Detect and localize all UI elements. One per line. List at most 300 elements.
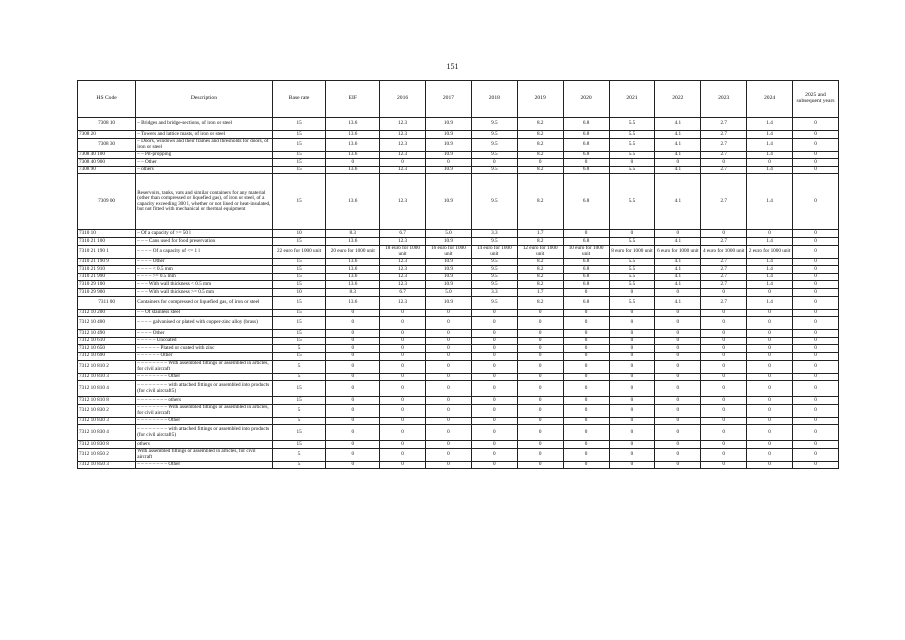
rate-cell: 0 (701, 337, 747, 345)
rate-cell: 0 (701, 330, 747, 338)
column-header: 2022 (655, 81, 701, 118)
table-row (78, 296, 839, 309)
table-row (78, 131, 839, 139)
rate-cell: 0 (426, 441, 472, 449)
description-cell: – Towers and lattice masts, of iron or steel (136, 131, 273, 139)
rate-cell: 0 (793, 230, 839, 238)
rate-cell: 15 (272, 425, 326, 441)
rate-cell: 5.5 (609, 296, 655, 309)
rate-cell: 0 (517, 360, 563, 373)
rate-cell: 0 (471, 337, 517, 345)
hs-code-cell: 7312 10 200 (78, 309, 136, 317)
hs-code-cell: 7312 10 610 (78, 337, 136, 345)
table-row (78, 448, 839, 461)
rate-cell: 0 (655, 330, 701, 338)
column-header: Description (136, 81, 273, 118)
table-row (78, 360, 839, 373)
description-cell: – – – With wall thickness >= 0.5 mm (136, 288, 273, 296)
rate-cell: 9.5 (471, 118, 517, 131)
rate-cell: 0 (563, 417, 609, 425)
rate-cell: 10.9 (426, 273, 472, 281)
rate-cell: 0 (655, 352, 701, 360)
rate-cell: 2.7 (701, 258, 747, 266)
rate-cell: 0 (609, 330, 655, 338)
rate-cell: 0 (655, 425, 701, 441)
table-row (78, 230, 839, 238)
hs-code-cell: 7310 10 (78, 230, 136, 238)
rate-cell: 1.4 (747, 296, 793, 309)
rate-cell: 0 (609, 309, 655, 317)
rate-cell: 0 (609, 337, 655, 345)
description-cell: – – – – Of a capacity of <= 1 l (136, 245, 273, 258)
rate-cell: 1.7 (517, 230, 563, 238)
rate-cell: 8.2 (517, 237, 563, 245)
rate-cell: 0 (563, 345, 609, 353)
rate-cell: 0 (380, 373, 426, 381)
hs-code-cell: 7310 21 990 (78, 273, 136, 281)
rate-cell: 9.5 (471, 273, 517, 281)
rate-cell: 0 (609, 360, 655, 373)
rate-cell: 0 (517, 461, 563, 469)
rate-cell: 2.7 (701, 281, 747, 289)
rate-cell: 8.3 (326, 230, 380, 238)
table-row (78, 417, 839, 425)
rate-cell: 20 euro for 1000 unit (326, 245, 380, 258)
rate-cell: 13.6 (326, 174, 380, 230)
rate-cell: 0 (426, 404, 472, 417)
rate-cell: 13.6 (326, 258, 380, 266)
rate-cell: 0 (380, 352, 426, 360)
rate-cell: 15 (272, 352, 326, 360)
rate-cell: 5 (272, 360, 326, 373)
table-row (78, 352, 839, 360)
rate-cell: 0 (793, 397, 839, 405)
rate-cell: 0 (426, 330, 472, 338)
description-cell: – – – – – – Other (136, 352, 273, 360)
rate-cell: 0 (380, 317, 426, 330)
description-cell: – – – – >= 0.5 mm (136, 273, 273, 281)
rate-cell: 0 (563, 397, 609, 405)
rate-cell: 0 (793, 296, 839, 309)
rate-cell: 4.1 (655, 281, 701, 289)
rate-cell: 0 (517, 345, 563, 353)
rate-cell: 0 (793, 461, 839, 469)
rate-cell: 15 (272, 381, 326, 397)
rate-cell: 0 (701, 345, 747, 353)
rate-cell: 0 (747, 288, 793, 296)
rate-cell: 2.7 (701, 266, 747, 274)
description-cell: – – – With wall thickness < 0.5 mm (136, 281, 273, 289)
rate-cell: 0 (655, 159, 701, 167)
rate-cell: 15 (272, 330, 326, 338)
hs-code-cell: 7308 30 (78, 138, 136, 151)
description-cell: – – – – – – – – Other (136, 373, 273, 381)
table-row (78, 118, 839, 131)
rate-cell: 15 (272, 281, 326, 289)
rate-cell: 0 (793, 360, 839, 373)
hs-code-cell: 7312 10 400 (78, 317, 136, 330)
rate-cell: 0 (793, 258, 839, 266)
table-body (78, 118, 839, 469)
rate-cell: 0 (609, 448, 655, 461)
rate-cell: 6.7 (380, 230, 426, 238)
rate-cell: 0 (609, 373, 655, 381)
rate-cell: 0 (793, 138, 839, 151)
description-cell: – – – – – – – – With assembled fittings or assembled in articles, for civil aircraft (136, 360, 273, 373)
rate-cell: 0 (655, 441, 701, 449)
rate-cell: 0 (380, 441, 426, 449)
rate-cell: 1.4 (747, 281, 793, 289)
hs-code-cell: 7308 40 100 (78, 151, 136, 159)
column-header: 2016 (380, 81, 426, 118)
rate-cell: 4.1 (655, 138, 701, 151)
table-row (78, 166, 839, 174)
rate-cell: 5 (272, 417, 326, 425)
rate-cell: 15 (272, 138, 326, 151)
rate-cell: 10 (272, 230, 326, 238)
rate-cell: 0 (747, 330, 793, 338)
rate-cell: 8.2 (517, 273, 563, 281)
rate-cell: 5.5 (609, 138, 655, 151)
rate-cell: 2.7 (701, 131, 747, 139)
rate-cell: 0 (701, 373, 747, 381)
description-cell: – – – – – – – – with attached fittings or assembled into products (for civil aircraft5) (136, 381, 273, 397)
rate-cell: 15 (272, 159, 326, 167)
rate-cell: 12.3 (380, 296, 426, 309)
rate-cell: 4.1 (655, 258, 701, 266)
hs-code-cell: 7308 40 900 (78, 159, 136, 167)
hs-code-cell: 7310 29 900 (78, 288, 136, 296)
rate-cell: 1.4 (747, 258, 793, 266)
column-header: Base rate (272, 81, 326, 118)
rate-cell: 2 euro for 1000 unit (747, 245, 793, 258)
rate-cell: 0 (380, 309, 426, 317)
description-cell: With assembled fittings or assembled in articles, for civil aircraft (136, 448, 273, 461)
rate-cell: 0 (326, 360, 380, 373)
rate-cell: 5 (272, 448, 326, 461)
rate-cell: 10 euro for 1000 unit (563, 245, 609, 258)
rate-cell: 12.3 (380, 151, 426, 159)
rate-cell: 13.6 (326, 151, 380, 159)
hs-code-cell: 7310 21 910 (78, 266, 136, 274)
rate-cell: 0 (563, 360, 609, 373)
rate-cell: 15 (272, 309, 326, 317)
rate-cell: 0 (326, 337, 380, 345)
rate-cell: 8.2 (517, 118, 563, 131)
table-row (78, 381, 839, 397)
rate-cell: 0 (517, 373, 563, 381)
rate-cell: 0 (471, 345, 517, 353)
rate-cell: 0 (747, 404, 793, 417)
rate-cell: 0 (655, 288, 701, 296)
rate-cell: 8.2 (517, 174, 563, 230)
rate-cell: 13.6 (326, 266, 380, 274)
rate-cell: 12.3 (380, 174, 426, 230)
rate-cell: 4.1 (655, 273, 701, 281)
description-cell: – – – – – – – – With assembled fittings or assembled in articles, for civil aircraft (136, 404, 273, 417)
rate-cell: 0 (517, 330, 563, 338)
rate-cell: 8.2 (517, 281, 563, 289)
rate-cell: 0 (793, 417, 839, 425)
rate-cell: 12.3 (380, 281, 426, 289)
rate-cell: 0 (747, 448, 793, 461)
rate-cell: 9.5 (471, 131, 517, 139)
rate-cell: 5.5 (609, 258, 655, 266)
rate-cell: 0 (426, 352, 472, 360)
rate-cell: 2.7 (701, 296, 747, 309)
table-row (78, 373, 839, 381)
description-cell: – Of a capacity of >= 50 l (136, 230, 273, 238)
rate-cell: 0 (326, 159, 380, 167)
description-cell: – – – – Other (136, 258, 273, 266)
rate-cell: 0 (326, 461, 380, 469)
rate-cell: 5 (272, 404, 326, 417)
rate-cell: 0 (701, 288, 747, 296)
rate-cell: 0 (380, 417, 426, 425)
rate-cell: 1.4 (747, 151, 793, 159)
description-cell: – – – – – Uncoated (136, 337, 273, 345)
rate-cell: 0 (793, 441, 839, 449)
table-row (78, 288, 839, 296)
rate-cell: 0 (609, 230, 655, 238)
rate-cell: 15 (272, 441, 326, 449)
rate-cell: 2.7 (701, 138, 747, 151)
rate-cell: 15 (272, 118, 326, 131)
rate-cell: 4.1 (655, 237, 701, 245)
hs-code-cell: 7310 21 100 (78, 237, 136, 245)
table-row (78, 266, 839, 274)
description-cell: – – – Cans used for food preservation (136, 237, 273, 245)
rate-cell: 22 euro for 1000 unit (272, 245, 326, 258)
rate-cell: 0 (747, 381, 793, 397)
rate-cell: 6.8 (563, 296, 609, 309)
rate-cell: 0 (655, 360, 701, 373)
rate-cell: 8.2 (517, 166, 563, 174)
rate-cell: 15 (272, 296, 326, 309)
rate-cell: 0 (471, 404, 517, 417)
description-cell: Reservoirs, tanks, vats and similar containers for any material (other than compressed or liquefied gas), of iron or steel, of a capacity exceeding 300 l, whether or not lined or heat-insulated, but not fitted with mechanical or thermal equipment (136, 174, 273, 230)
rate-cell: 6.8 (563, 266, 609, 274)
rate-cell: 10.9 (426, 174, 472, 230)
column-header: 2025 and subsequent years (793, 81, 839, 118)
table-row (78, 425, 839, 441)
table-row (78, 237, 839, 245)
hs-code-cell: 7312 10 830 8 (78, 441, 136, 449)
rate-cell: 0 (793, 404, 839, 417)
rate-cell: 4.1 (655, 266, 701, 274)
rate-cell: 12.3 (380, 266, 426, 274)
rate-cell: 0 (747, 230, 793, 238)
rate-cell: 1.7 (517, 288, 563, 296)
rate-cell: 0 (326, 448, 380, 461)
rate-cell: 5.5 (609, 266, 655, 274)
rate-cell: 0 (609, 317, 655, 330)
rate-cell: 6.8 (563, 151, 609, 159)
rate-cell: 0 (793, 166, 839, 174)
rate-cell: 1.4 (747, 166, 793, 174)
rate-cell: 0 (563, 159, 609, 167)
table-row (78, 273, 839, 281)
rate-cell: 0 (655, 417, 701, 425)
rate-cell: 15 (272, 397, 326, 405)
rate-cell: 2.7 (701, 166, 747, 174)
rate-cell: 0 (517, 417, 563, 425)
table-row (78, 138, 839, 151)
rate-cell: 1.4 (747, 266, 793, 274)
rate-cell: 9.5 (471, 258, 517, 266)
hs-code-cell: 7309 00 (78, 174, 136, 230)
hs-code-cell: 7310 29 100 (78, 281, 136, 289)
rate-cell: 0 (747, 373, 793, 381)
rate-cell: 0 (563, 330, 609, 338)
rate-cell: 0 (609, 397, 655, 405)
rate-cell: 2.7 (701, 118, 747, 131)
rate-cell: 0 (609, 352, 655, 360)
rate-cell: 0 (326, 352, 380, 360)
hs-code-cell: 7311 00 (78, 296, 136, 309)
table-row (78, 174, 839, 230)
rate-cell: 0 (793, 151, 839, 159)
rate-cell: 1.4 (747, 118, 793, 131)
rate-cell: 0 (426, 360, 472, 373)
rate-cell: 0 (609, 381, 655, 397)
rate-cell: 0 (471, 397, 517, 405)
rate-cell: 0 (426, 159, 472, 167)
rate-cell: 0 (517, 425, 563, 441)
hs-code-cell: 7312 10 690 (78, 352, 136, 360)
rate-cell: 0 (793, 330, 839, 338)
rate-cell: 0 (380, 404, 426, 417)
rate-cell: 1.4 (747, 131, 793, 139)
hs-code-cell: 7312 10 650 (78, 345, 136, 353)
rate-cell: 0 (793, 174, 839, 230)
rate-cell: 0 (326, 317, 380, 330)
rate-cell: 0 (563, 373, 609, 381)
table-header-row (78, 81, 839, 118)
rate-cell: 15 (272, 317, 326, 330)
rate-cell: 12.3 (380, 237, 426, 245)
rate-cell: 0 (701, 417, 747, 425)
rate-cell: 5 (272, 461, 326, 469)
rate-cell: 0 (380, 448, 426, 461)
column-header: 2017 (426, 81, 472, 118)
hs-code-cell: 7310 21 190 1 (78, 245, 136, 258)
rate-cell: 0 (426, 309, 472, 317)
rate-cell: 15 (272, 337, 326, 345)
rate-cell: 0 (701, 159, 747, 167)
rate-cell: 6.8 (563, 166, 609, 174)
rate-cell: 0 (380, 381, 426, 397)
rate-cell: 15 (272, 237, 326, 245)
rate-cell: 15 (272, 131, 326, 139)
rate-cell: 12.3 (380, 131, 426, 139)
rate-cell: 0 (701, 448, 747, 461)
rate-cell: 10.9 (426, 138, 472, 151)
rate-cell: 15 (272, 151, 326, 159)
column-header: 2021 (609, 81, 655, 118)
rate-cell: 4.1 (655, 296, 701, 309)
hs-code-cell: 7308 20 (78, 131, 136, 139)
rate-cell: 6 euro for 1000 unit (655, 245, 701, 258)
rate-cell: 0 (426, 317, 472, 330)
rate-cell: 0 (793, 317, 839, 330)
rate-cell: 0 (426, 417, 472, 425)
rate-cell: 0 (747, 417, 793, 425)
rate-cell: 0 (701, 397, 747, 405)
rate-cell: 10.9 (426, 166, 472, 174)
rate-cell: 0 (563, 352, 609, 360)
hs-code-cell: 7312 10 810 8 (78, 397, 136, 405)
rate-cell: 5.5 (609, 131, 655, 139)
rate-cell: 0 (655, 230, 701, 238)
column-header: 2020 (563, 81, 609, 118)
rate-cell: 6.8 (563, 258, 609, 266)
rate-cell: 8.3 (326, 288, 380, 296)
rate-cell: 0 (793, 309, 839, 317)
rate-cell: 0 (655, 337, 701, 345)
rate-cell: 13.6 (326, 237, 380, 245)
rate-cell: 0 (747, 441, 793, 449)
rate-cell: 9.5 (471, 138, 517, 151)
rate-cell: 9.5 (471, 281, 517, 289)
hs-code-cell: 7312 10 810 4 (78, 381, 136, 397)
rate-cell: 8.2 (517, 296, 563, 309)
table-row (78, 404, 839, 417)
description-cell: – – – – galvanised or plated with copper-zinc alloy (brass) (136, 317, 273, 330)
hs-code-cell: 7312 10 810 2 (78, 360, 136, 373)
rate-cell: 0 (701, 309, 747, 317)
description-cell: – – – – – – – – others (136, 397, 273, 405)
column-header: EIF (326, 81, 380, 118)
rate-cell: 0 (655, 448, 701, 461)
rate-cell: 0 (426, 461, 472, 469)
rate-cell: 0 (326, 397, 380, 405)
rate-cell: 0 (747, 317, 793, 330)
rate-cell: 0 (517, 441, 563, 449)
description-cell: – – Pit-propping (136, 151, 273, 159)
rate-cell: 10.9 (426, 131, 472, 139)
rate-cell: 0 (563, 337, 609, 345)
rate-cell: 5.5 (609, 166, 655, 174)
rate-cell: 0 (380, 337, 426, 345)
rate-cell: 0 (426, 373, 472, 381)
table-row (78, 245, 839, 258)
rate-cell: 0 (701, 404, 747, 417)
rate-cell: 9.5 (471, 166, 517, 174)
rate-cell: 2.7 (701, 174, 747, 230)
column-header: HS Code (78, 81, 136, 118)
rate-cell: 0 (563, 461, 609, 469)
rate-cell: 0 (655, 317, 701, 330)
table-row (78, 337, 839, 345)
rate-cell: 8.2 (517, 258, 563, 266)
rate-cell: 0 (517, 159, 563, 167)
rate-cell: 0 (655, 461, 701, 469)
rate-cell: 0 (326, 330, 380, 338)
rate-cell: 14 euro for 1000 unit (471, 245, 517, 258)
rate-cell: 0 (701, 441, 747, 449)
rate-cell: 0 (471, 441, 517, 449)
table-row (78, 309, 839, 317)
rate-cell: 2.7 (701, 273, 747, 281)
rate-cell: 0 (701, 360, 747, 373)
rate-cell: 3.3 (471, 230, 517, 238)
rate-cell: 0 (326, 441, 380, 449)
column-header: 2019 (517, 81, 563, 118)
rate-cell: 5.5 (609, 151, 655, 159)
rate-cell: 0 (471, 417, 517, 425)
hs-code-cell: 7312 10 830 2 (78, 404, 136, 417)
